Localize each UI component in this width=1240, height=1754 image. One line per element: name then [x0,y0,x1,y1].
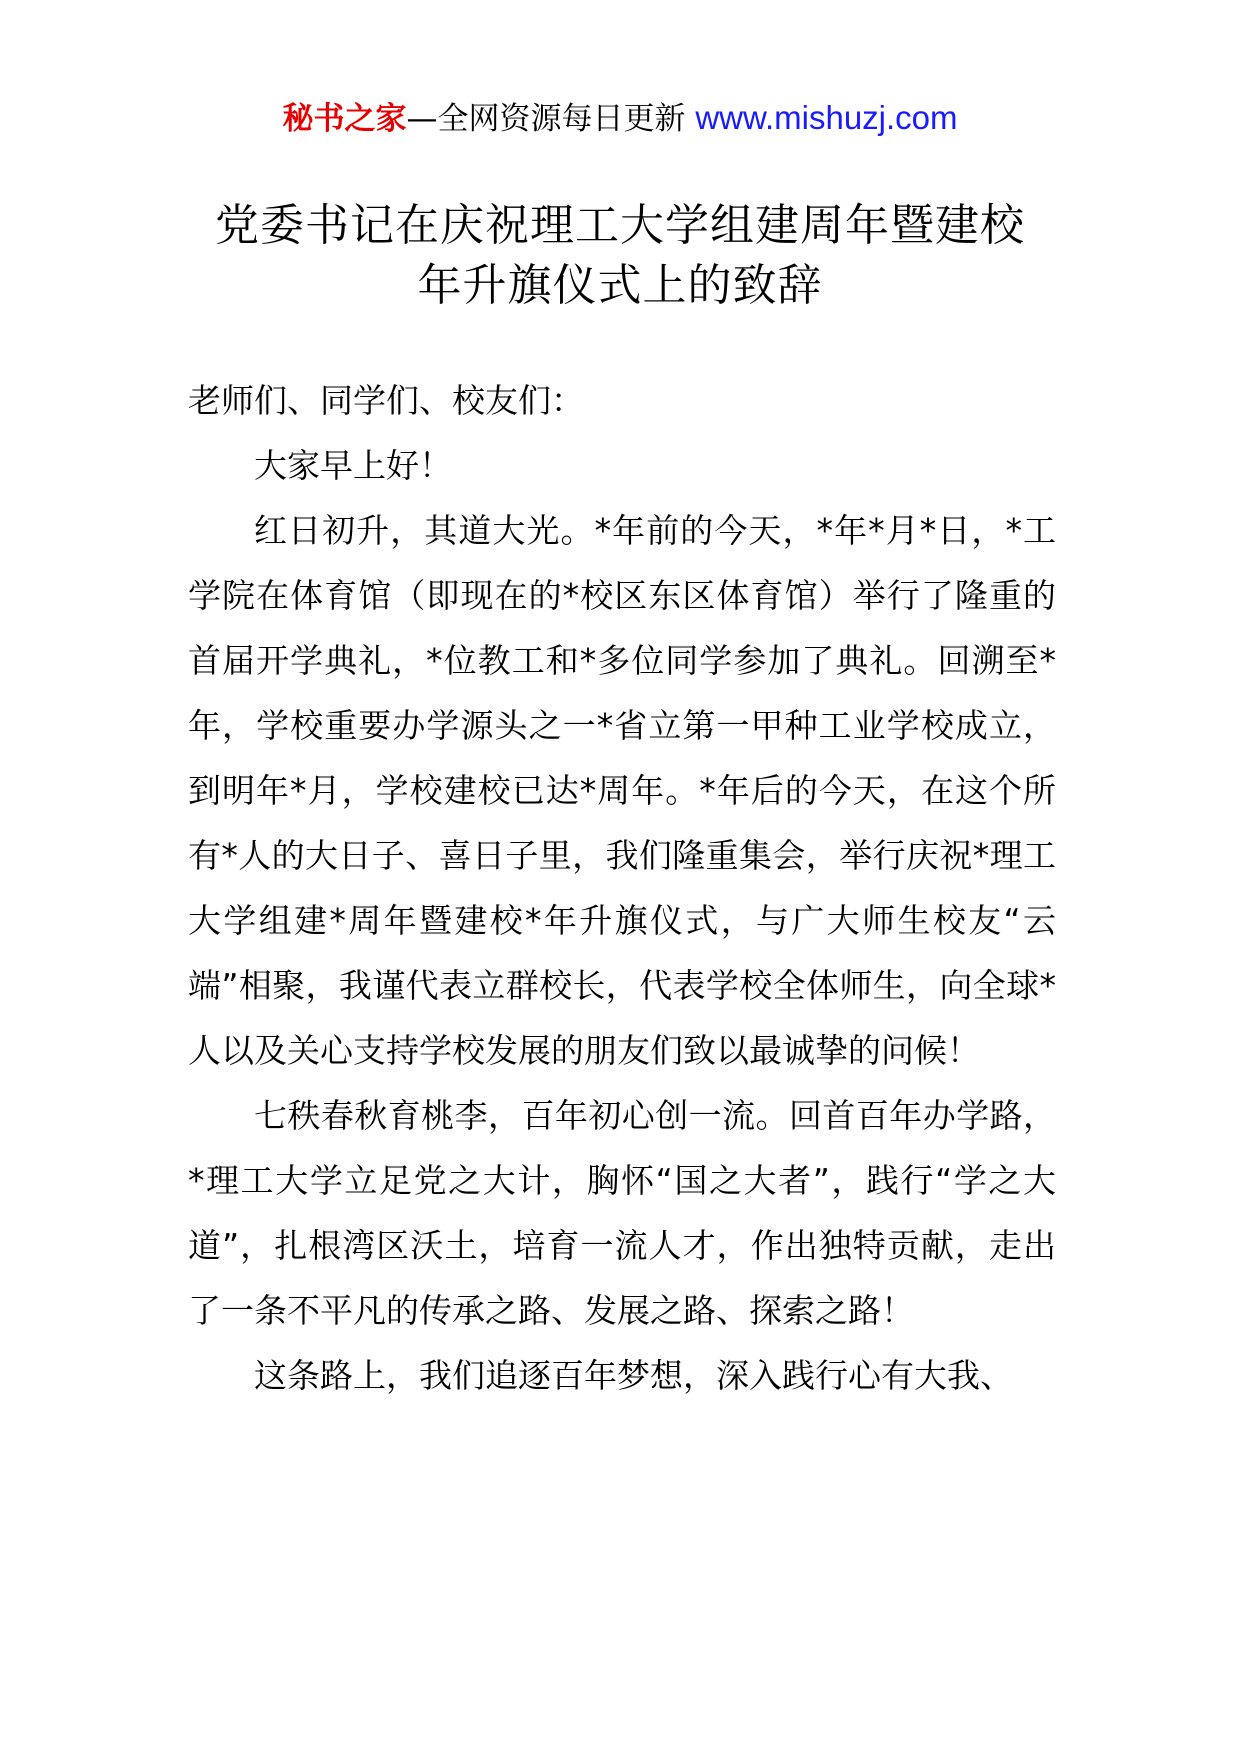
title-line-1: 党委书记在庆祝理工大学组建周年暨建校 [215,200,1025,251]
body-paragraph: 这条路上，我们追逐百年梦想，深入践行心有大我、 [254,1356,1013,1395]
site-url-link[interactable]: www.mishuzj.com [695,99,958,136]
title-line-2: 年升旗仪式上的致辞 [417,260,823,311]
document-title [130,196,1110,316]
site-header [0,98,1240,139]
body-paragraph: 七秩春秋育桃李，百年初心创一流。回首百年办学路，*理工大学立足党之大计，胸怀“国之大者”，践行“学之大道”，扎根湾区沃土，培育一流人才，作出独特贡献，走出了一条不平凡的传承之路、发展之路、探索之路！ [188,1096,1056,1330]
body-paragraph: 红日初升，其道大光。*年前的今天，*年*月*日，*工学院在体育馆（即现在的*校区东区体育馆）举行了隆重的首届开学典礼，*位教工和*多位同学参加了典礼。回溯至*年，学校重要办学源头之一*省立第一甲种工业学校成立，到明年*月，学校建校已达*周年。*年后的今天，在这个所有*人的大日子、喜日子里，我们隆重集会，举行庆祝*理工大学组建*周年暨建校*年升旗仪式，与广大师生校友“云端”相聚，我谨代表立群校长，代表学校全体师生，向全球*人以及关心支持学校发展的朋友们致以最诚挚的问候！ [188,511,1056,1070]
header-tagline: 全网资源每日更新 [437,101,686,137]
header-dash: — [406,101,438,137]
salutation: 老师们、同学们、校友们： [188,381,584,420]
brand-name: 秘书之家 [282,101,407,137]
greeting: 大家早上好！ [254,446,452,485]
speech-body [188,368,1056,1408]
